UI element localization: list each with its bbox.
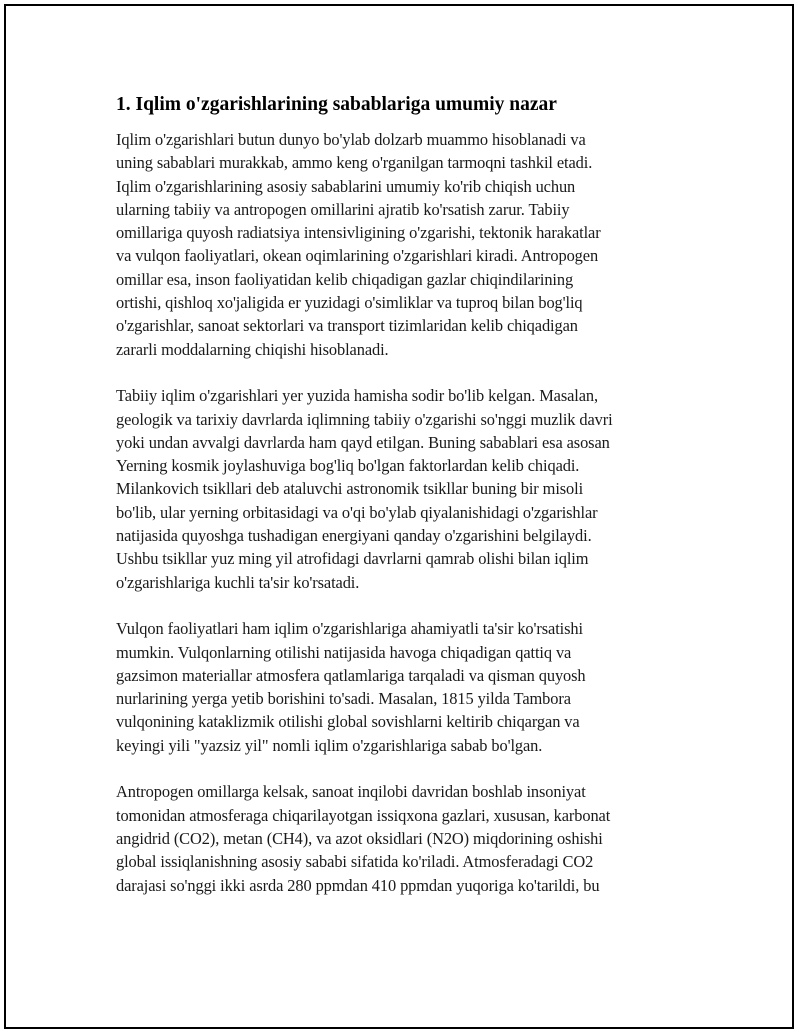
text-line: Yerning kosmik joylashuviga bog'liq bo'lgan faktorlardan kelib chiqadi. (116, 456, 580, 476)
text-line: ortishi, qishloq xo'jaligida er yuzidagi o'simliklar va tuproq bilan bog'liq (116, 293, 583, 313)
text-line: Iqlim o'zgarishlarining asosiy sabablarini umumiy ko'rib chiqish uchun (116, 176, 576, 196)
text-line: va vulqon faoliyatlari, okean oqimlarining o'zgarishlari kiradi. Antropogen (116, 246, 599, 266)
text-line: vulqonining kataklizmik otilishi global sovishlarni keltirib chiqargan va (116, 712, 580, 732)
text-line: Iqlim o'zgarishlari butun dunyo bo'ylab dolzarb muammo hisoblanadi va (116, 130, 586, 149)
text-line: angidrid (CO2), metan (CH4), va azot oksidlari (N2O) miqdorining oshishi (116, 828, 603, 848)
paragraph (116, 617, 676, 757)
text-line: Vulqon faoliyatlari ham iqlim o'zgarishlariga ahamiyatli ta'sir ko'rsatishi (116, 619, 583, 639)
text-line: keyingi yili "yazsiz yil" nomli iqlim o'zgarishlariga sabab bo'lgan. (116, 735, 543, 755)
text-line: global issiqlanishning asosiy sababi sifatida ko'riladi. Atmosferadagi CO2 (116, 852, 594, 872)
text-line: nurlarining yerga yetib borishini to'sadi. Masalan, 1815 yilda Tambora (116, 689, 571, 709)
text-line: darajasi so'nggi ikki asrda 280 ppmdan 410 ppmdan yuqoriga ko'tarildi, bu (116, 875, 600, 895)
paragraph (116, 780, 676, 896)
text-line: geologik va tarixiy davrlarda iqlimning tabiiy o'zgarishi so'nggi muzlik davri (116, 409, 613, 429)
text-line: Antropogen omillarga kelsak, sanoat inqilobi davridan boshlab insoniyat (116, 782, 586, 802)
text-line: yoki undan avvalgi davrlarda ham qayd etilgan. Buning sabablari esa asosan (116, 432, 610, 452)
text-line: o'zgarishlar, sanoat sektorlari va transport tizimlaridan kelib chiqadigan (116, 316, 578, 336)
text-line: gazsimon materiallar atmosfera qatlamlariga tarqaladi va qisman quyosh (116, 665, 586, 685)
text-line: Tabiiy iqlim o'zgarishlari yer yuzida hamisha sodir bo'lib kelgan. Masalan, (116, 386, 599, 406)
text-line: mumkin. Vulqonlarning otilishi natijasida havoga chiqadigan qattiq va (116, 642, 572, 662)
text-line: tomonidan atmosferaga chiqarilayotgan issiqxona gazlari, xususan, karbonat (116, 805, 611, 825)
text-line: omillar esa, inson faoliyatidan kelib chiqadigan gazlar chiqindilarining (116, 269, 574, 289)
text-line: natijasida quyoshga tushadigan energiyani qanday o'zgarishini belgilaydi. (116, 526, 592, 546)
text-line: omillariga quyosh radiatsiya intensivligining o'zgarishi, tektonik harakatlar (116, 223, 601, 243)
text-line: bo'lib, ular yerning orbitasidagi va o'qi bo'ylab qiyalanishidagi o'zgarishlar (116, 502, 598, 522)
text-line: zararli moddalarning chiqishi hisoblanadi. (116, 339, 389, 359)
text-line: uning sabablari murakkab, ammo keng o'rganilgan tarmoqni tashkil etadi. (116, 153, 593, 173)
text-line: Ushbu tsikllar yuz ming yil atrofidagi davrlarni qamrab olishi bilan iqlim (116, 549, 589, 569)
document-body (116, 92, 676, 920)
paragraph (116, 384, 676, 594)
text-line: o'zgarishlariga kuchli ta'sir ko'rsatadi. (116, 572, 360, 592)
paragraph (116, 128, 676, 361)
text-line: ularning tabiiy va antropogen omillarini ajratib ko'rsatish zarur. Tabiiy (116, 199, 570, 219)
section-heading: 1. Iqlim o'zgarishlarining sabablariga umumiy nazar (116, 94, 557, 115)
paragraph-list (116, 128, 676, 897)
text-line: Milankovich tsikllari deb ataluvchi astronomik tsikllar buning bir misoli (116, 479, 584, 499)
